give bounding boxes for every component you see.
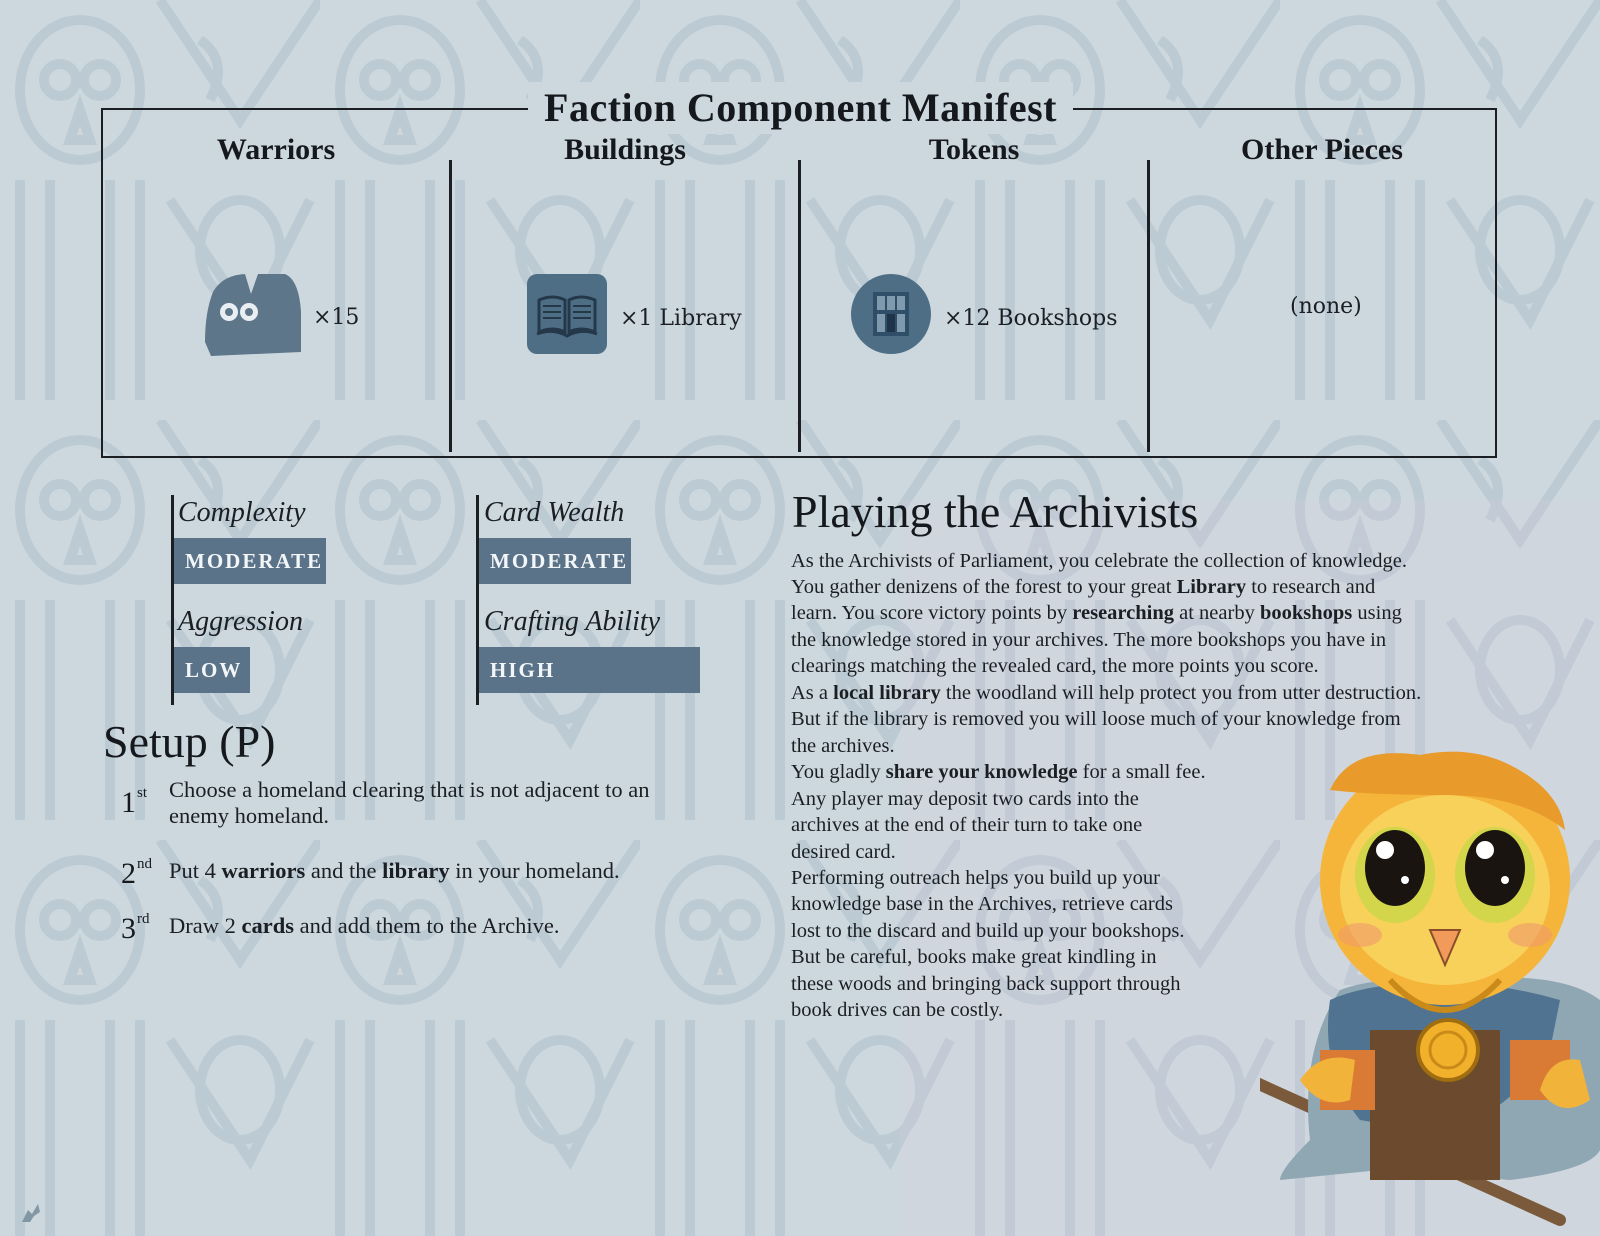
column-heading-buildings: Buildings [564,133,686,166]
complexity-label: Complexity [178,497,306,528]
column-divider [1147,160,1150,452]
owl-warrior-icon [203,272,303,356]
playing-line: As a local library the woodland will help protect you from utter destruction. [791,682,1422,704]
playing-line: archives at the end of their turn to take one [791,814,1143,836]
bookshop-icon [851,274,931,354]
card-wealth-label: Card Wealth [484,497,625,528]
crafting-ability-label: Crafting Ability [484,606,661,637]
owl-archivist-illustration [1260,750,1600,1236]
setup-step-3: Draw 2 cards and add them to the Archive. [169,913,560,938]
playing-title: Playing the Archivists [792,486,1199,537]
step-number: 1 [121,786,136,819]
setup-step-2: Put 4 warriors and the library in your homeland. [169,858,620,883]
aggression-value: LOW [174,647,250,693]
playing-line: knowledge base in the Archives, retrieve cards [791,893,1173,915]
column-divider [449,160,452,452]
manifest-title: Faction Component Manifest [528,82,1073,134]
column-heading-warriors: Warriors [216,133,336,166]
column-heading-tokens: Tokens [928,133,1020,166]
setup-title: Setup (P) [103,716,276,767]
warriors-count: ×15 [313,305,360,330]
complexity-value: MODERATE [174,538,326,584]
step-number: 2 [121,857,136,890]
bookshops-count: ×12 Bookshops [944,306,1118,331]
playing-line: But be careful, books make great kindling in [791,946,1157,968]
step-ordinal: rd [137,911,150,927]
setup-step-1 [169,777,729,829]
playing-line: the knowledge stored in your archives. The more bookshops you have in [791,629,1387,651]
playing-line: clearings matching the revealed card, the more points you score. [791,655,1319,677]
playing-line: Any player may deposit two cards into the [791,788,1139,810]
playing-line: You gladly share your knowledge for a small fee. [791,761,1206,783]
card-wealth-value: MODERATE [479,538,631,584]
step-ordinal: st [137,785,148,801]
column-divider [798,160,801,452]
library-count: ×1 Library [620,306,742,331]
playing-line: the archives. [791,735,895,757]
playing-line: lost to the discard and build up your bookshops. [791,920,1185,942]
playing-line: You gather denizens of the forest to your great Library to research and [791,576,1376,598]
aggression-label: Aggression [178,606,303,637]
other-pieces-none: (none) [1290,294,1362,319]
column-heading-other-pieces: Other Pieces [1241,133,1403,166]
playing-line: But if the library is removed you will loose much of your knowledge from [791,708,1401,730]
playing-line: As the Archivists of Parliament, you celebrate the collection of knowledge. [791,550,1407,572]
crafting-ability-value: HIGH [479,647,700,693]
paw-icon [18,1200,44,1226]
step-1-line-2: enemy homeland. [169,803,329,828]
book-icon [527,274,607,354]
step-number: 3 [121,912,136,945]
step-ordinal: nd [137,856,152,872]
step-1-line-1: Choose a homeland clearing that is not adjacent to an [169,777,650,802]
playing-line: these woods and bringing back support through [791,973,1181,995]
playing-line: desired card. [791,841,896,863]
playing-line: learn. You score victory points by researching at nearby bookshops using [791,602,1402,624]
playing-line: book drives can be costly. [791,999,1004,1021]
playing-line: Performing outreach helps you build up your [791,867,1160,889]
